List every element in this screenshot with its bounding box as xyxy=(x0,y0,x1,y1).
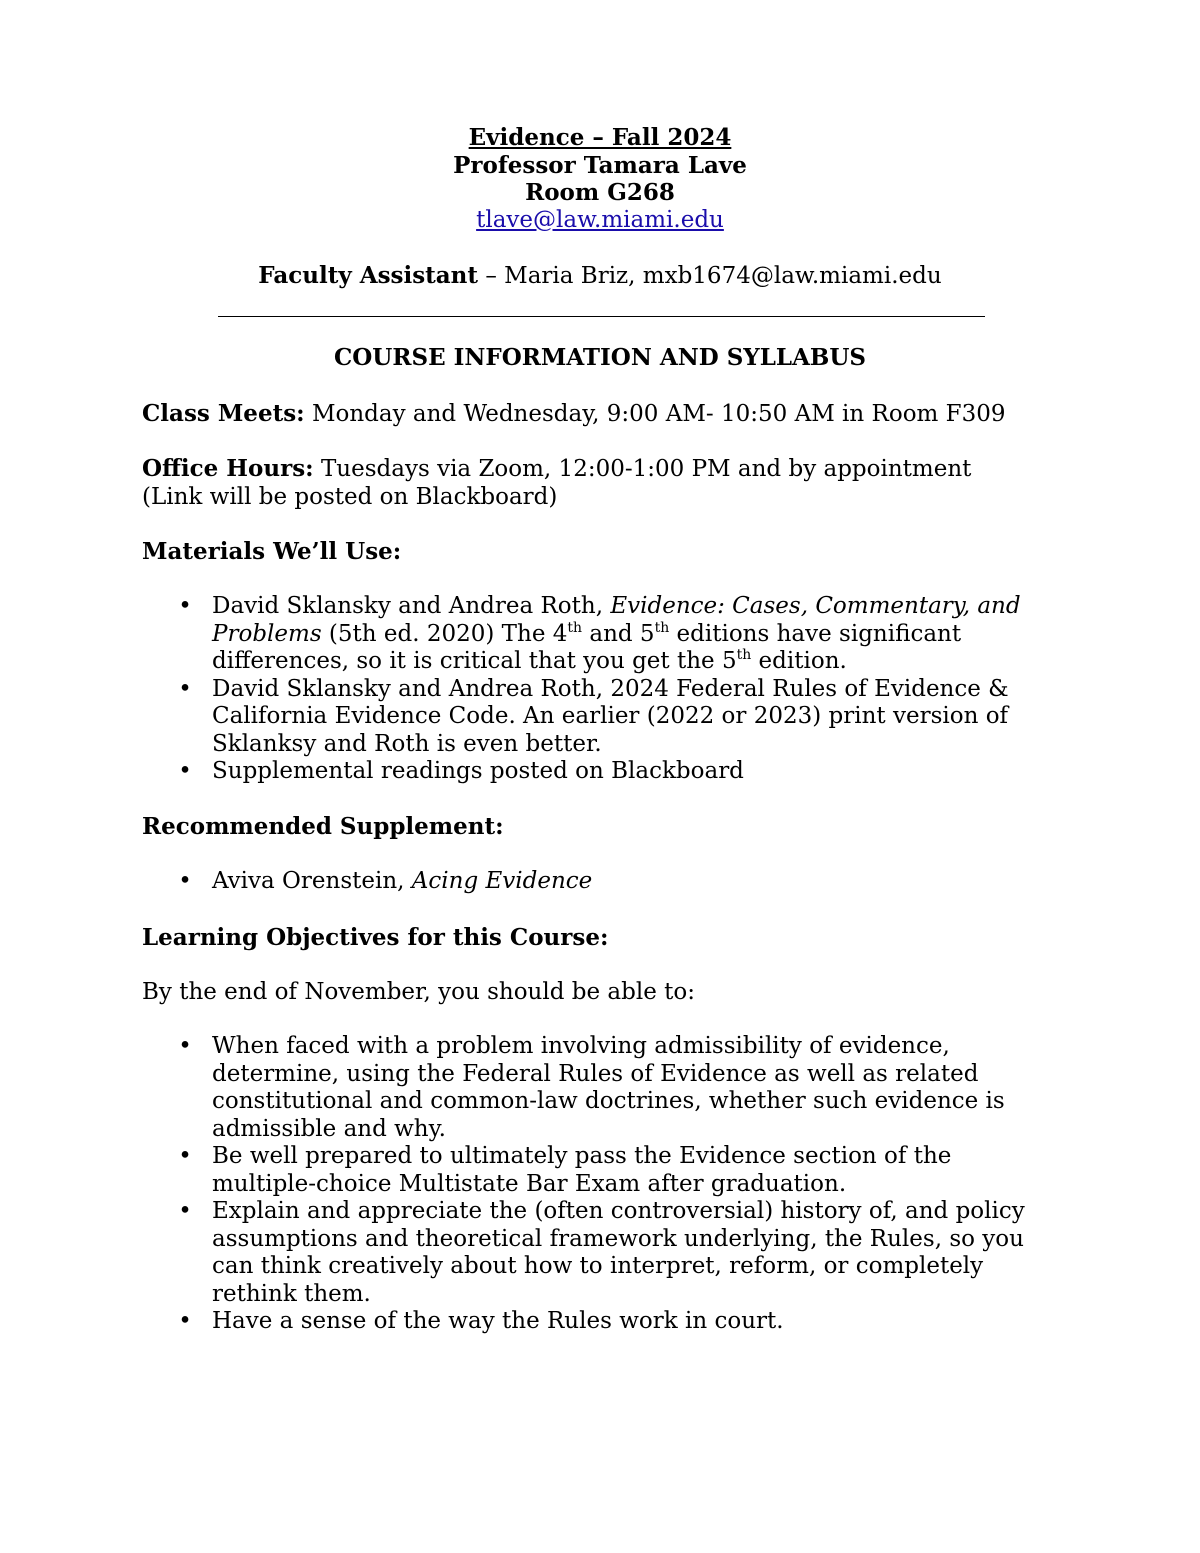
course-title: Evidence – Fall 2024 xyxy=(468,124,732,151)
faculty-assistant-label: Faculty Assistant xyxy=(258,262,479,289)
list-item: • Explain and appreciate the (often controversial) history of, and policy assumptions and theoretical framework underlying, the Rules, so you can think creatively about how to interpret, reform, or completely rethink them. xyxy=(142,1198,1062,1308)
list-item: • Be well prepared to ultimately pass the Evidence section of the multiple-choice Multistate Bar Exam after graduation. xyxy=(142,1143,1062,1198)
email-line xyxy=(0,207,1200,235)
class-meets xyxy=(142,400,1062,429)
section-title: COURSE INFORMATION AND SYLLABUS xyxy=(333,344,867,371)
faculty-assistant-value: – Maria Briz, mxb1674@law.miami.edu xyxy=(478,263,942,289)
objectives-intro: By the end of November, you should be able to: xyxy=(142,979,695,1005)
faculty-assistant-line xyxy=(0,262,1200,291)
objectives-heading: Learning Objectives for this Course: xyxy=(142,924,609,951)
office-hours xyxy=(142,455,1062,511)
class-meets-label: Class Meets: xyxy=(142,400,305,427)
bullet-icon: • xyxy=(178,1033,192,1059)
materials-list xyxy=(142,593,1062,786)
materials-heading: Materials We’ll Use: xyxy=(142,538,402,565)
bullet-icon: • xyxy=(178,1198,192,1224)
professor-email-link[interactable]: tlave@law.miami.edu xyxy=(476,207,724,233)
office-hours-value: Tuesdays via Zoom, 12:00-1:00 PM and by appointment xyxy=(313,456,972,482)
office-hours-note: (Link will be posted on Blackboard) xyxy=(142,483,558,510)
objectives-list xyxy=(142,1033,1062,1336)
office-hours-label: Office Hours: xyxy=(142,455,314,482)
list-item: • Have a sense of the way the Rules work in court. xyxy=(142,1308,1062,1336)
list-item: • Supplemental readings posted on Blackboard xyxy=(142,758,1062,786)
bullet-icon: • xyxy=(178,1308,192,1334)
book-title: Acing Evidence xyxy=(411,868,593,894)
list-item: • When faced with a problem involving admissibility of evidence, determine, using the Federal Rules of Evidence as well as related constitutional and common-law doctrines, whether such evidence is admissible and why. xyxy=(142,1033,1062,1143)
list-item: • David Sklansky and Andrea Roth, 2024 Federal Rules of Evidence & California Evidence Code. An earlier (2022 or 2023) print version of Sklanksy and Roth is even better. xyxy=(142,676,1062,759)
bullet-icon: • xyxy=(178,868,192,894)
class-meets-value: Monday and Wednesday, 9:00 AM- 10:50 AM in Room F309 xyxy=(304,401,1006,427)
professor-name: Professor Tamara Lave xyxy=(453,152,747,179)
office-room: Room G268 xyxy=(525,179,675,206)
bullet-icon: • xyxy=(178,758,192,784)
list-item: • Aviva Orenstein, Acing Evidence xyxy=(142,868,1062,896)
bullet-icon: • xyxy=(178,593,192,619)
recommended-heading: Recommended Supplement: xyxy=(142,813,504,840)
book-title: Evidence: Cases, Commentary, and Problems xyxy=(212,593,1021,647)
list-item: • David Sklansky and Andrea Roth, Evidence: Cases, Commentary, and Problems (5th ed. 2020) The 4th and 5th editions have significant differences, so it is critical that you get the 5th edition. xyxy=(142,593,1062,676)
horizontal-divider xyxy=(218,316,985,317)
bullet-icon: • xyxy=(178,1143,192,1169)
recommended-list xyxy=(142,868,1062,896)
bullet-icon: • xyxy=(178,675,192,702)
